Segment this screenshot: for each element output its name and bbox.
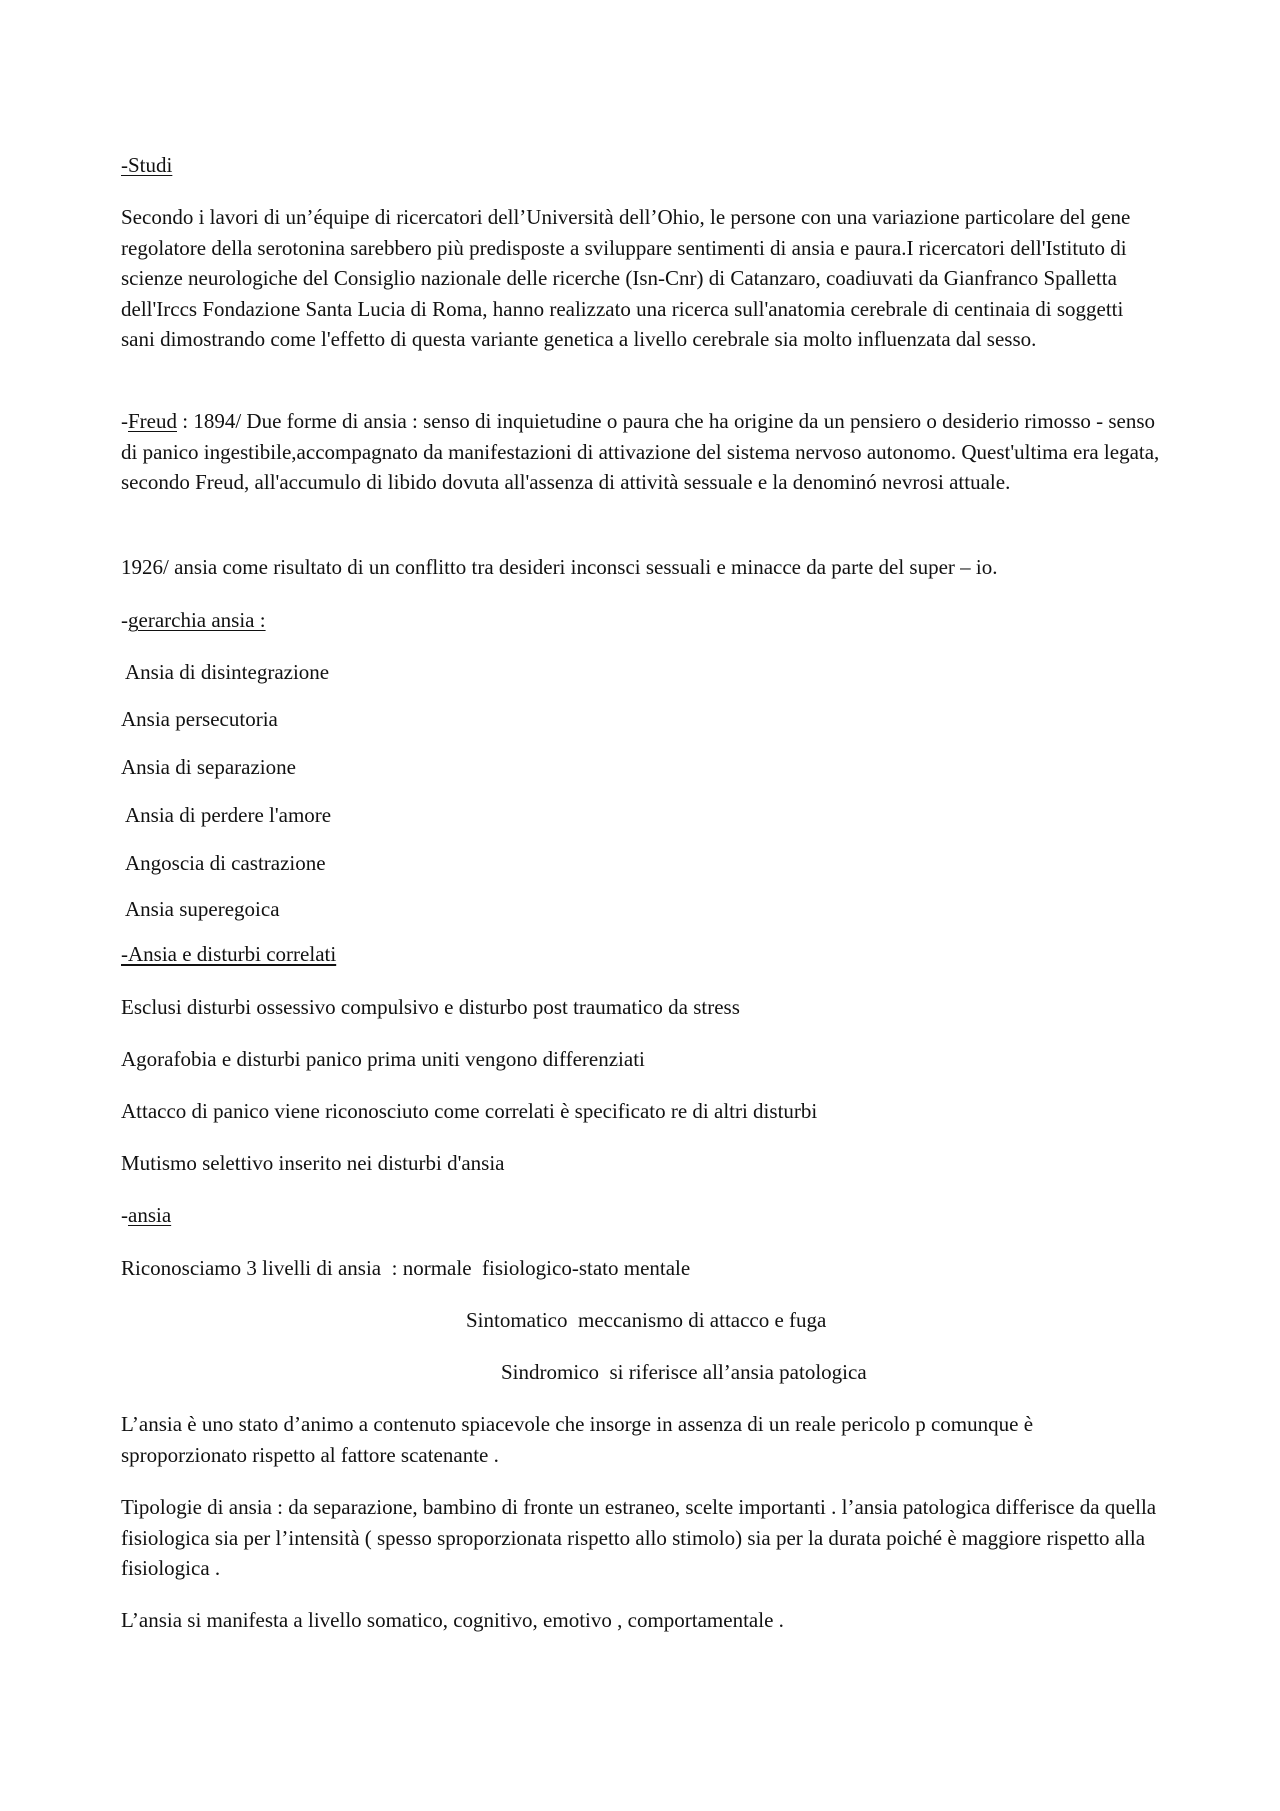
disturbi-item: Agorafobia e disturbi panico prima uniti vengono differenziati — [121, 1047, 645, 1071]
paragraph-freud: -Freud : 1894/ Due forme di ansia : senso di inquietudine o paura che ha origine da un pensiero o desiderio rimosso - senso di panico ingestibile,accompagnato da manifestazioni di attivazione del sistema nervoso autonomo. Quest'ultima era legata, secondo Freud, all'accumulo di libido dovuta all'assenza di attività sessuale e la denominó nevrosi attuale. — [121, 409, 1160, 494]
livelli-intro: Riconosciamo 3 livelli di ansia : normale fisiologico-stato mentale — [121, 1256, 691, 1280]
paragraph-1926: 1926/ ansia come risultato di un conflitto tra desideri inconsci sessuali e minacce da parte del super – io. — [121, 555, 998, 579]
livelli-sintomatico: Sintomatico meccanismo di attacco e fuga — [466, 1308, 827, 1332]
livelli-sindromico: Sindromico si riferisce all’ansia patologica — [501, 1360, 867, 1384]
disturbi-item: Attacco di panico viene riconosciuto come correlati è specificato re di altri disturbi — [121, 1099, 818, 1123]
disturbi-item: Mutismo selettivo inserito nei disturbi d'ansia — [121, 1151, 505, 1175]
gerarchia-item: Ansia di perdere l'amore — [125, 803, 332, 827]
heading-ansia: -ansia — [121, 1203, 172, 1227]
gerarchia-item: Ansia superegoica — [125, 897, 280, 921]
heading-disturbi: -Ansia e disturbi correlati — [121, 942, 337, 966]
heading-studi: -Studi — [121, 153, 173, 177]
paragraph-stato: L’ansia è uno stato d’animo a contenuto spiacevole che insorge in assenza di un reale pericolo p comunque è sproporzionato rispetto al fattore scatenante . — [121, 1412, 1034, 1467]
paragraph-tipologie: Tipologie di ansia : da separazione, bambino di fronte un estraneo, scelte importanti . l’ansia patologica differisce da quella fisiologica sia per l’intensità ( spesso sproporzionata rispetto allo stimolo) sia per la durata poiché è maggiore rispetto alla fisiologica . — [121, 1495, 1157, 1580]
gerarchia-item: Ansia di separazione — [121, 755, 296, 779]
gerarchia-item: Ansia di disintegrazione — [125, 660, 330, 684]
paragraph-studi: Secondo i lavori di un’équipe di ricercatori dell’Università dell’Ohio, le persone con una variazione particolare del gene regolatore della serotonina sarebbero più predisposte a sviluppare sentimenti di ansia e paura.I ricercatori dell'Istituto di scienze neurologiche del Consiglio nazionale delle ricerche (Isn-Cnr) di Catanzaro, coadiuvati da Gianfranco Spalletta dell'Irccs Fondazione Santa Lucia di Roma, hanno realizzato una ricerca sull'anatomia cerebrale di centinaia di soggetti sani dimostrando come l'effetto di questa variante genetica a livello cerebrale sia molto influenzata dal sesso. — [121, 205, 1131, 351]
disturbi-item: Esclusi disturbi ossessivo compulsivo e disturbo post traumatico da stress — [121, 995, 740, 1019]
paragraph-manifesta: L’ansia si manifesta a livello somatico, cognitivo, emotivo , comportamentale . — [121, 1608, 784, 1632]
freud-name: Freud — [128, 409, 177, 433]
gerarchia-item: Angoscia di castrazione — [125, 851, 326, 875]
heading-gerarchia: -gerarchia ansia : — [121, 608, 266, 632]
gerarchia-item: Ansia persecutoria — [121, 707, 278, 731]
